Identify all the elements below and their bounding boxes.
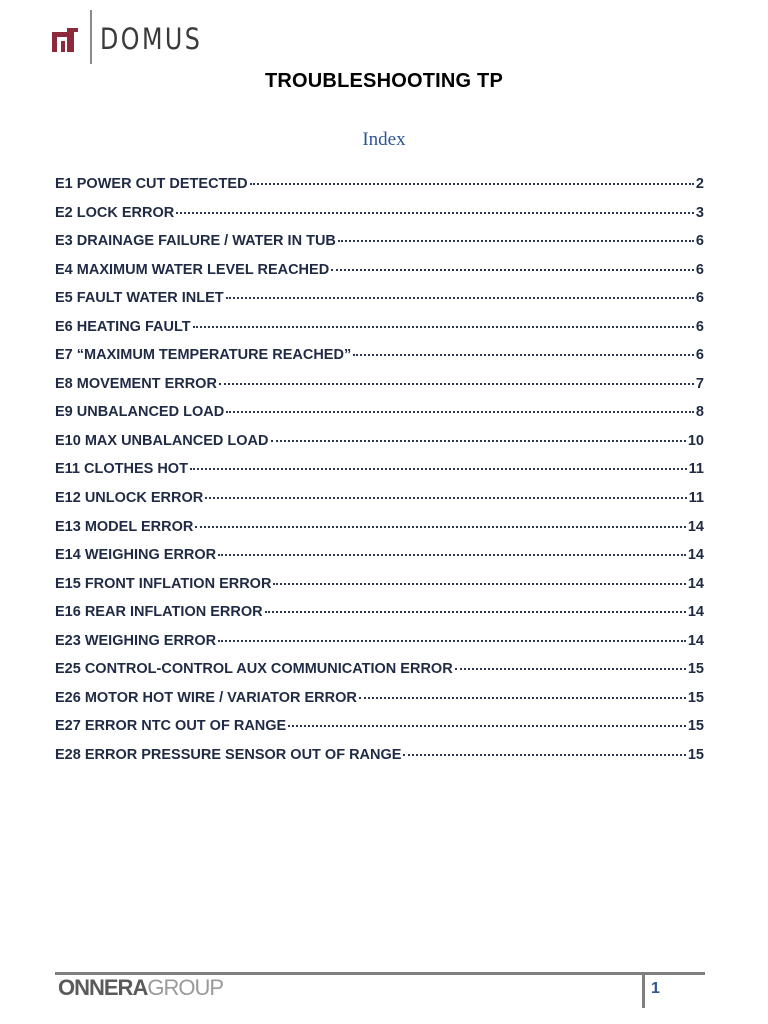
toc-entry-page: 15 xyxy=(687,718,704,735)
toc-entry-page: 15 xyxy=(687,661,704,678)
domus-logo-icon xyxy=(52,28,80,52)
toc-entry[interactable] xyxy=(55,176,704,205)
toc-entry-label: E16 REAR INFLATION ERROR xyxy=(55,604,263,621)
domus-logo xyxy=(52,10,225,64)
toc-entry-label: E5 FAULT WATER INLET xyxy=(55,290,224,307)
toc-entry-label: E9 UNBALANCED LOAD xyxy=(55,404,225,421)
toc-entry-label: E2 LOCK ERROR xyxy=(55,204,175,221)
onnera-group-logo xyxy=(58,975,223,1001)
toc-entry-label: E1 POWER CUT DETECTED xyxy=(55,176,248,192)
toc-entry-label: E28 ERROR PRESSURE SENSOR OUT OF RANGE xyxy=(55,746,402,763)
toc-entry-page: 10 xyxy=(687,432,704,449)
toc-entry[interactable] xyxy=(55,347,704,376)
toc-entry-label: E3 DRAINAGE FAILURE / WATER IN TUB xyxy=(55,233,336,250)
toc-entry-page: 14 xyxy=(687,632,704,649)
toc-dot-leader xyxy=(288,725,686,727)
toc-entry-page: 6 xyxy=(695,233,704,250)
toc-entry[interactable] xyxy=(55,718,704,747)
toc-dot-leader xyxy=(455,668,686,670)
toc-entry[interactable] xyxy=(55,519,704,548)
toc-entry-label: E26 MOTOR HOT WIRE / VARIATOR ERROR xyxy=(55,689,357,706)
toc-dot-leader xyxy=(219,383,694,385)
toc-entry-page: 2 xyxy=(695,176,704,192)
toc-dot-leader xyxy=(195,526,686,528)
page-number: 1 xyxy=(651,980,660,997)
toc-entry[interactable] xyxy=(55,376,704,405)
toc-entry[interactable] xyxy=(55,461,704,490)
toc-entry-label: E14 WEIGHING ERROR xyxy=(55,547,217,564)
toc-entry[interactable] xyxy=(55,633,704,662)
toc-entry-page: 14 xyxy=(687,604,704,621)
toc-dot-leader xyxy=(176,212,694,214)
toc-entry-label: E11 CLOTHES HOT xyxy=(55,461,188,478)
footer-brand-part1: ONNERA xyxy=(58,975,148,1000)
toc-entry-label: E10 MAX UNBALANCED LOAD xyxy=(55,432,269,449)
toc-entry-page: 6 xyxy=(695,347,704,364)
table-of-contents xyxy=(55,176,704,775)
footer-brand-part2: GROUP xyxy=(147,975,224,1000)
toc-entry-page: 6 xyxy=(695,290,704,307)
toc-dot-leader xyxy=(226,411,694,413)
toc-entry-label: E15 FRONT INFLATION ERROR xyxy=(55,575,272,592)
toc-dot-leader xyxy=(226,297,694,299)
toc-entry[interactable] xyxy=(55,262,704,291)
toc-dot-leader xyxy=(338,240,694,242)
toc-dot-leader xyxy=(205,497,686,499)
toc-entry[interactable] xyxy=(55,205,704,234)
toc-dot-leader xyxy=(250,183,694,185)
toc-dot-leader xyxy=(218,554,686,556)
toc-dot-leader xyxy=(265,611,686,613)
toc-entry-label: E23 WEIGHING ERROR xyxy=(55,632,217,649)
page-number-separator xyxy=(642,974,645,1008)
toc-dot-leader xyxy=(271,440,686,442)
toc-entry[interactable] xyxy=(55,747,704,776)
toc-entry-label: E25 CONTROL-CONTROL AUX COMMUNICATION ERROR xyxy=(55,661,453,678)
document-title: TROUBLESHOOTING TP xyxy=(264,70,504,92)
toc-entry-page: 3 xyxy=(695,204,704,221)
toc-entry-page: 8 xyxy=(695,404,704,421)
toc-dot-leader xyxy=(190,468,687,470)
toc-entry-page: 14 xyxy=(687,518,704,535)
toc-entry[interactable] xyxy=(55,233,704,262)
toc-dot-leader xyxy=(353,354,694,356)
toc-entry[interactable] xyxy=(55,290,704,319)
toc-entry-label: E8 MOVEMENT ERROR xyxy=(55,375,217,392)
toc-entry-label: E13 MODEL ERROR xyxy=(55,518,194,535)
toc-entry-page: 6 xyxy=(695,261,704,278)
toc-entry[interactable] xyxy=(55,661,704,690)
toc-entry-page: 6 xyxy=(695,318,704,335)
toc-entry[interactable] xyxy=(55,404,704,433)
toc-entry[interactable] xyxy=(55,604,704,633)
toc-entry-page: 14 xyxy=(687,547,704,564)
toc-entry-label: E27 ERROR NTC OUT OF RANGE xyxy=(55,718,287,735)
toc-entry-label: E12 UNLOCK ERROR xyxy=(55,490,204,507)
index-heading: Index xyxy=(362,129,406,150)
toc-entry-label: E6 HEATING FAULT xyxy=(55,318,191,335)
toc-dot-leader xyxy=(193,326,694,328)
toc-entry-page: 11 xyxy=(688,490,704,507)
toc-entry[interactable] xyxy=(55,576,704,605)
toc-entry-page: 15 xyxy=(687,689,704,706)
toc-dot-leader xyxy=(273,583,685,585)
toc-entry[interactable] xyxy=(55,690,704,719)
toc-entry[interactable] xyxy=(55,319,704,348)
toc-entry-label: E7 “MAXIMUM TEMPERATURE REACHED” xyxy=(55,347,352,364)
toc-entry-label: E4 MAXIMUM WATER LEVEL REACHED xyxy=(55,261,330,278)
toc-entry[interactable] xyxy=(55,433,704,462)
toc-entry-page: 14 xyxy=(687,575,704,592)
toc-entry-page: 15 xyxy=(687,746,704,763)
toc-dot-leader xyxy=(359,697,686,699)
logo-divider xyxy=(90,10,92,64)
toc-entry-page: 11 xyxy=(688,461,704,478)
toc-dot-leader xyxy=(331,269,694,271)
toc-dot-leader xyxy=(218,640,686,642)
toc-dot-leader xyxy=(403,754,685,756)
toc-entry[interactable] xyxy=(55,490,704,519)
toc-entry-page: 7 xyxy=(695,375,704,392)
toc-entry[interactable] xyxy=(55,547,704,576)
logo-text: DOMUS xyxy=(100,22,203,56)
